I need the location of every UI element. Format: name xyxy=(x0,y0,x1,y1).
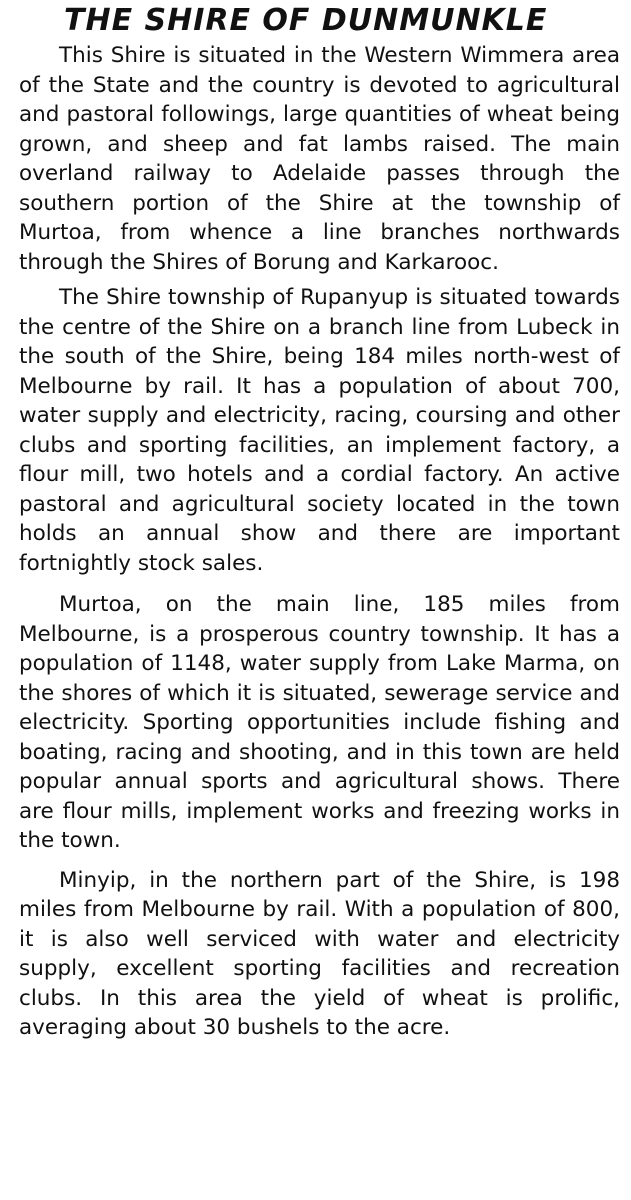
paragraph-minyip: Minyip, in the northern part of the Shire, is 198 miles from Melbourne by rail. With a population of 800, it is also well serviced with water and electricity supply, excellent sporting facilities and recreation clubs. In this area the yield of wheat is prolific, averaging about 30 bushels to the acre. xyxy=(19,867,620,1040)
paragraph-murtoa: Murtoa, on the main line, 185 miles from Melbourne, is a prosperous country township. It has a population of 1148, water supply from Lake Marma, on the shores of which it is situated, sewerage service and electricity. Sporting opportunities include fishing and boating, racing and shooting, and in this town are held popular annual sports and agricultural shows. There are flour mills, implement works and freezing works in the town. xyxy=(19,592,620,853)
paragraph-rupanyup: The Shire township of Rupanyup is situated towards the centre of the Shire on a branch line from Lubeck in the south of the Shire, being 184 miles north-west of Melbourne by rail. It has a population of about 700, water supply and electricity, racing, coursing and other clubs and sporting facilities, an implement factory, a flour mill, two hotels and a cordial factory. An active pastoral and agricultural society located in the town holds an annual show and there are important fortnightly stock sales. xyxy=(19,285,620,576)
paragraph-overview: This Shire is situated in the Western Wimmera area of the State and the country is devoted to agricultural and pastoral followings, large quantities of wheat being grown, and sheep and fat lambs raised. The main overland railway to Adelaide passes through the southern portion of the Shire at the township of Murtoa, from whence a line branches northwards through the Shires of Borung and Karkarooc. xyxy=(19,43,620,275)
article-title: THE SHIRE OF DUNMUNKLE xyxy=(64,3,548,38)
